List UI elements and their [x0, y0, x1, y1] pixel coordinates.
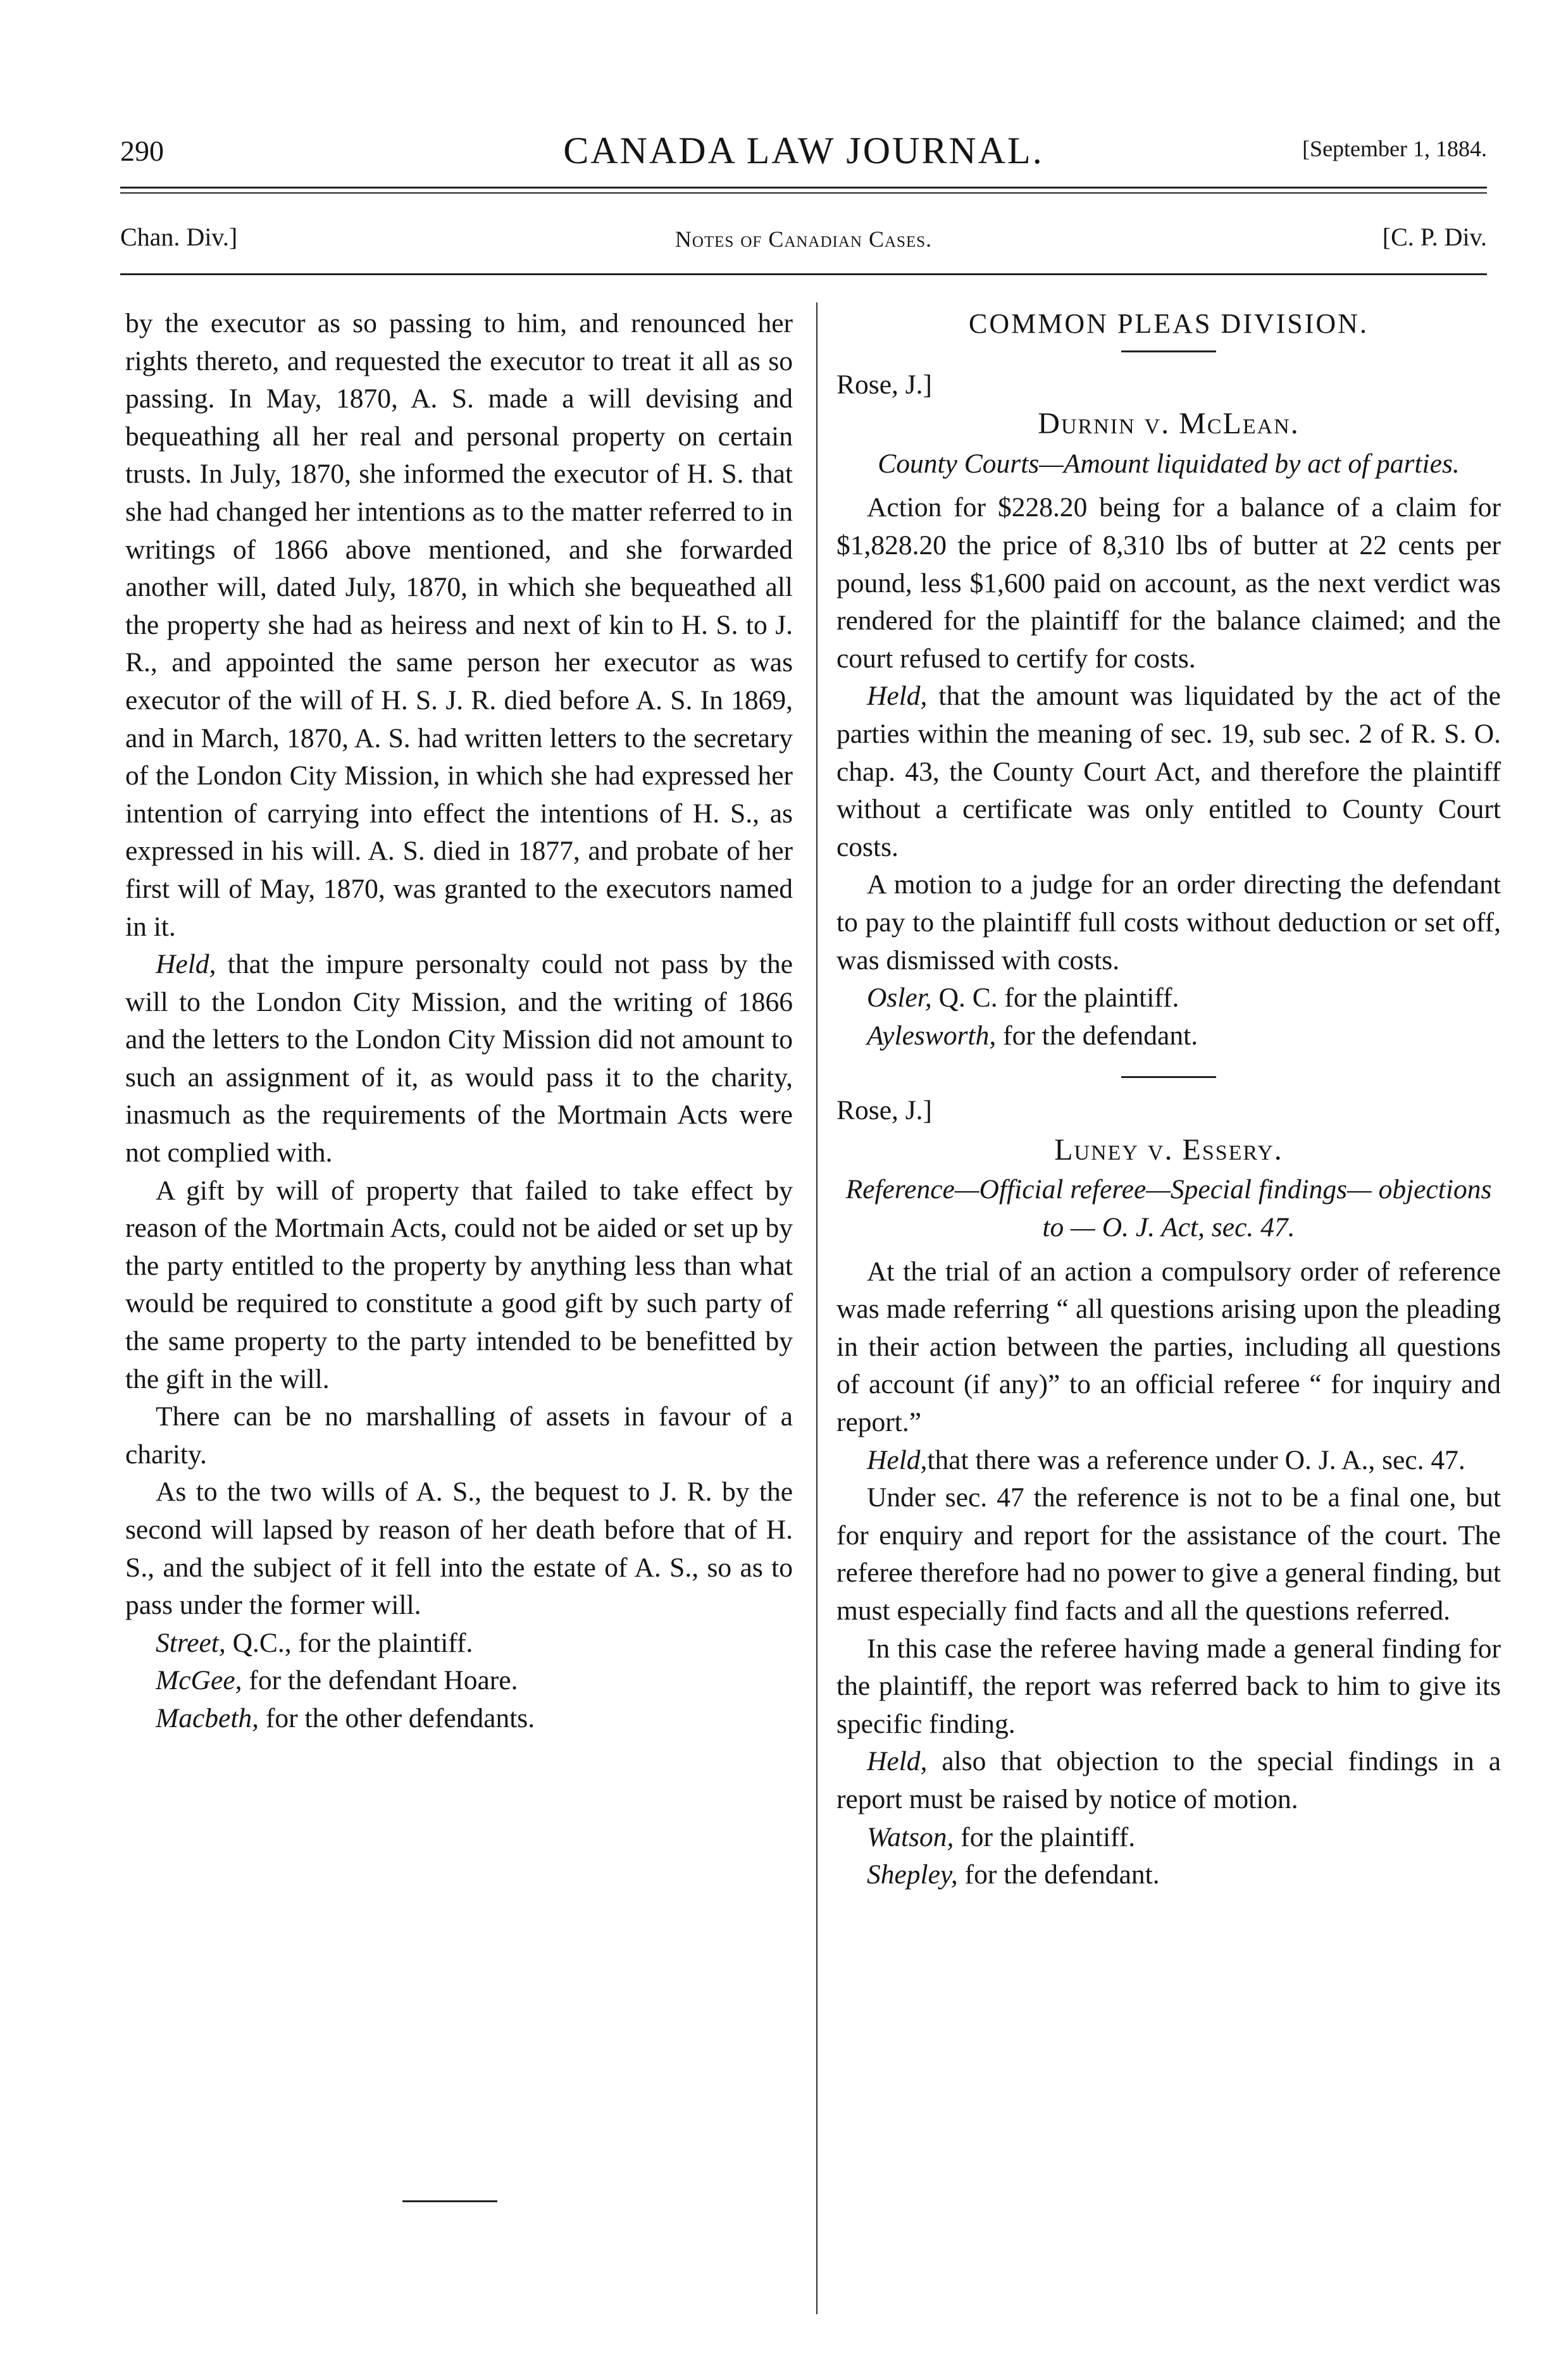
italic-lead: McGee, [156, 1665, 242, 1696]
division-right: [C. P. Div. [1382, 223, 1487, 251]
holding-paragraph [836, 1442, 1501, 1480]
counsel-line [836, 979, 1501, 1017]
journal-title: CANADA LAW JOURNAL. [563, 130, 1044, 171]
case-catchwords: County Courts—Amount liquidated by act of parties. [878, 448, 1460, 479]
holding-paragraph [836, 1743, 1501, 1818]
paragraph-text: A gift by will of property that failed to take effect by reason of the Mortmain Acts, could not be aided or set up by the party entitled to the property by anything less than what would be required to constitute a good gift by such party of the same property to the party intended to be benefitted by the gift in the will. [125, 1175, 793, 1394]
counsel-line [836, 1819, 1501, 1857]
court-heading: COMMON PLEAS DIVISION. [969, 308, 1369, 339]
paragraph-text: by the executor as so passing to him, and renounced her rights thereto, and requested the executor to treat it all as so passing. In May, 1870, A. S. made a will devising and bequeathing all her real and personal property on certain trusts. In July, 1870, she informed the executor of H. S. that she had changed her intentions as to the matter referred to in writings of 1866 above mentioned, and she forwarded another will, dated July, 1870, in which she bequeathed all the property she had as heiress and next of kin to H. S. to J. R., and appointed the same person her executor as was executor of the will of H. S. J. R. died before A. S. In 1869, and in March, 1870, A. S. had written letters to the secretary of the London City Mission, in which she had expressed her intention of carrying into effect the intentions of H. S., as expressed in his will. A. S. died in 1877, and probate of her first will of May, 1870, was granted to the executors named in it. [125, 308, 793, 942]
body-paragraph [125, 1473, 793, 1624]
italic-lead: Watson, [867, 1821, 954, 1852]
paragraph-text: also that objection to the special findings in a report must be raised by notice of motion. [836, 1746, 1501, 1814]
italic-lead: Held, [156, 949, 216, 980]
paragraph-text: At the trial of an action a compulsory order of reference was made referring “ all questions arising upon the pleading in their action between the parties, including all questions of account (if any)” to an official referee “ for inquiry and report.” [836, 1256, 1501, 1438]
paragraph-text: for the defendant. [957, 1859, 1160, 1890]
italic-lead: Held, [867, 1444, 928, 1475]
page-header [120, 127, 1487, 177]
issue-date: [September 1, 1884. [1302, 136, 1487, 161]
running-head [120, 218, 1487, 256]
body-paragraph [836, 866, 1501, 979]
body-paragraph [125, 1172, 793, 1399]
counsel-line [836, 1017, 1501, 1055]
page-number: 290 [120, 135, 164, 167]
paragraph-text: for the defendant. [996, 1020, 1198, 1051]
paragraph-text: for the defendant Hoare. [242, 1665, 518, 1696]
italic-lead: Aylesworth, [867, 1020, 997, 1051]
paragraph-text: Q.C., for the plaintiff. [225, 1627, 473, 1658]
paragraph-text: Q. C. for the plaintiff. [931, 982, 1179, 1013]
column-divider [816, 302, 817, 2314]
counsel-line [836, 1856, 1501, 1894]
paragraph-text: for the plaintiff. [954, 1821, 1136, 1852]
court-heading-rule [1121, 350, 1216, 352]
end-rule [402, 2200, 497, 2202]
counsel-line [125, 1662, 793, 1700]
paragraph-text: for the other defendants. [259, 1702, 535, 1733]
judge-name: Rose, J.] [836, 1095, 933, 1126]
header-double-rule [120, 187, 1487, 194]
paragraph-text: that the amount was liquidated by the act of the parties within the meaning of sec. 19, sub sec. 2 of R. S. O. chap. 43, the County Court Act, and therefore the plaintiff without a certificate was only entitled to County Court costs. [836, 681, 1501, 862]
case-title: Durnin v. McLean. [1038, 407, 1300, 441]
paragraph-text: A motion to a judge for an order directing the defendant to pay to the plaintiff full costs without deduction or set off, was dismissed with costs. [836, 869, 1501, 976]
case-note [836, 1092, 1501, 1893]
italic-lead: Macbeth, [156, 1702, 259, 1733]
italic-lead: Shepley, [867, 1859, 958, 1890]
section-title: Notes of Canadian Cases. [674, 226, 933, 252]
paragraph-text: that the impure personalty could not pass by the will to the London City Mission, and the writing of 1866 and the letters to the London City Mission did not amount to such an assignment of it, as would pass it to the charity, inasmuch as the requirements of the Mortmain Acts were not complied with. [125, 949, 793, 1168]
paragraph-text: Action for $228.20 being for a balance of a claim for $1,828.20 the price of 8,310 lbs of butter at 22 cents per pound, less $1,600 paid on account, as the next verdict was rendered for the plaintiff for the balance claimed; and the court refused to certify for costs. [836, 492, 1501, 674]
paragraph-text: In this case the referee having made a general finding for the plaintiff, the report was referred back to him to give its specific finding. [836, 1633, 1501, 1739]
body-paragraph [836, 1253, 1501, 1442]
italic-lead: Held, [867, 1746, 928, 1777]
case-note [836, 366, 1501, 1079]
paragraph-text: There can be no marshalling of assets in favour of a charity. [125, 1401, 793, 1470]
right-column [836, 305, 1501, 1894]
case-title: Luney v. Essery. [1054, 1132, 1283, 1167]
holding-paragraph [125, 946, 793, 1172]
judge-name: Rose, J.] [836, 369, 933, 400]
left-column [125, 305, 793, 1738]
body-paragraph [125, 1398, 793, 1473]
italic-lead: Osler, [867, 982, 932, 1013]
body-paragraph [125, 305, 793, 946]
counsel-line [125, 1700, 793, 1738]
case-catchwords: Reference—Official referee—Special findings— objections to — O. J. Act, sec. 47. [845, 1174, 1492, 1243]
paragraph-text: Under sec. 47 the reference is not to be a final one, but for enquiry and report for the assistance of the court. The referee therefore had no power to give a general finding, but must especially find facts and all the questions referred. [836, 1482, 1501, 1626]
running-head-rule [120, 273, 1487, 275]
paragraph-text: that there was a reference under O. J. A., sec. 47. [927, 1444, 1465, 1475]
body-paragraph [836, 1630, 1501, 1744]
body-paragraph [836, 1479, 1501, 1630]
italic-lead: Street, [156, 1627, 226, 1658]
holding-paragraph [836, 678, 1501, 866]
case-separator-rule [1121, 1076, 1216, 1078]
paragraph-text: As to the two wills of A. S., the bequest to J. R. by the second will lapsed by reason of her death before that of H. S., and the subject of it fell into the estate of A. S., so as to pass under the former will. [125, 1477, 793, 1621]
division-left: Chan. Div.] [120, 223, 238, 251]
italic-lead: Held, [867, 681, 928, 712]
counsel-line [125, 1625, 793, 1663]
body-paragraph [836, 489, 1501, 678]
